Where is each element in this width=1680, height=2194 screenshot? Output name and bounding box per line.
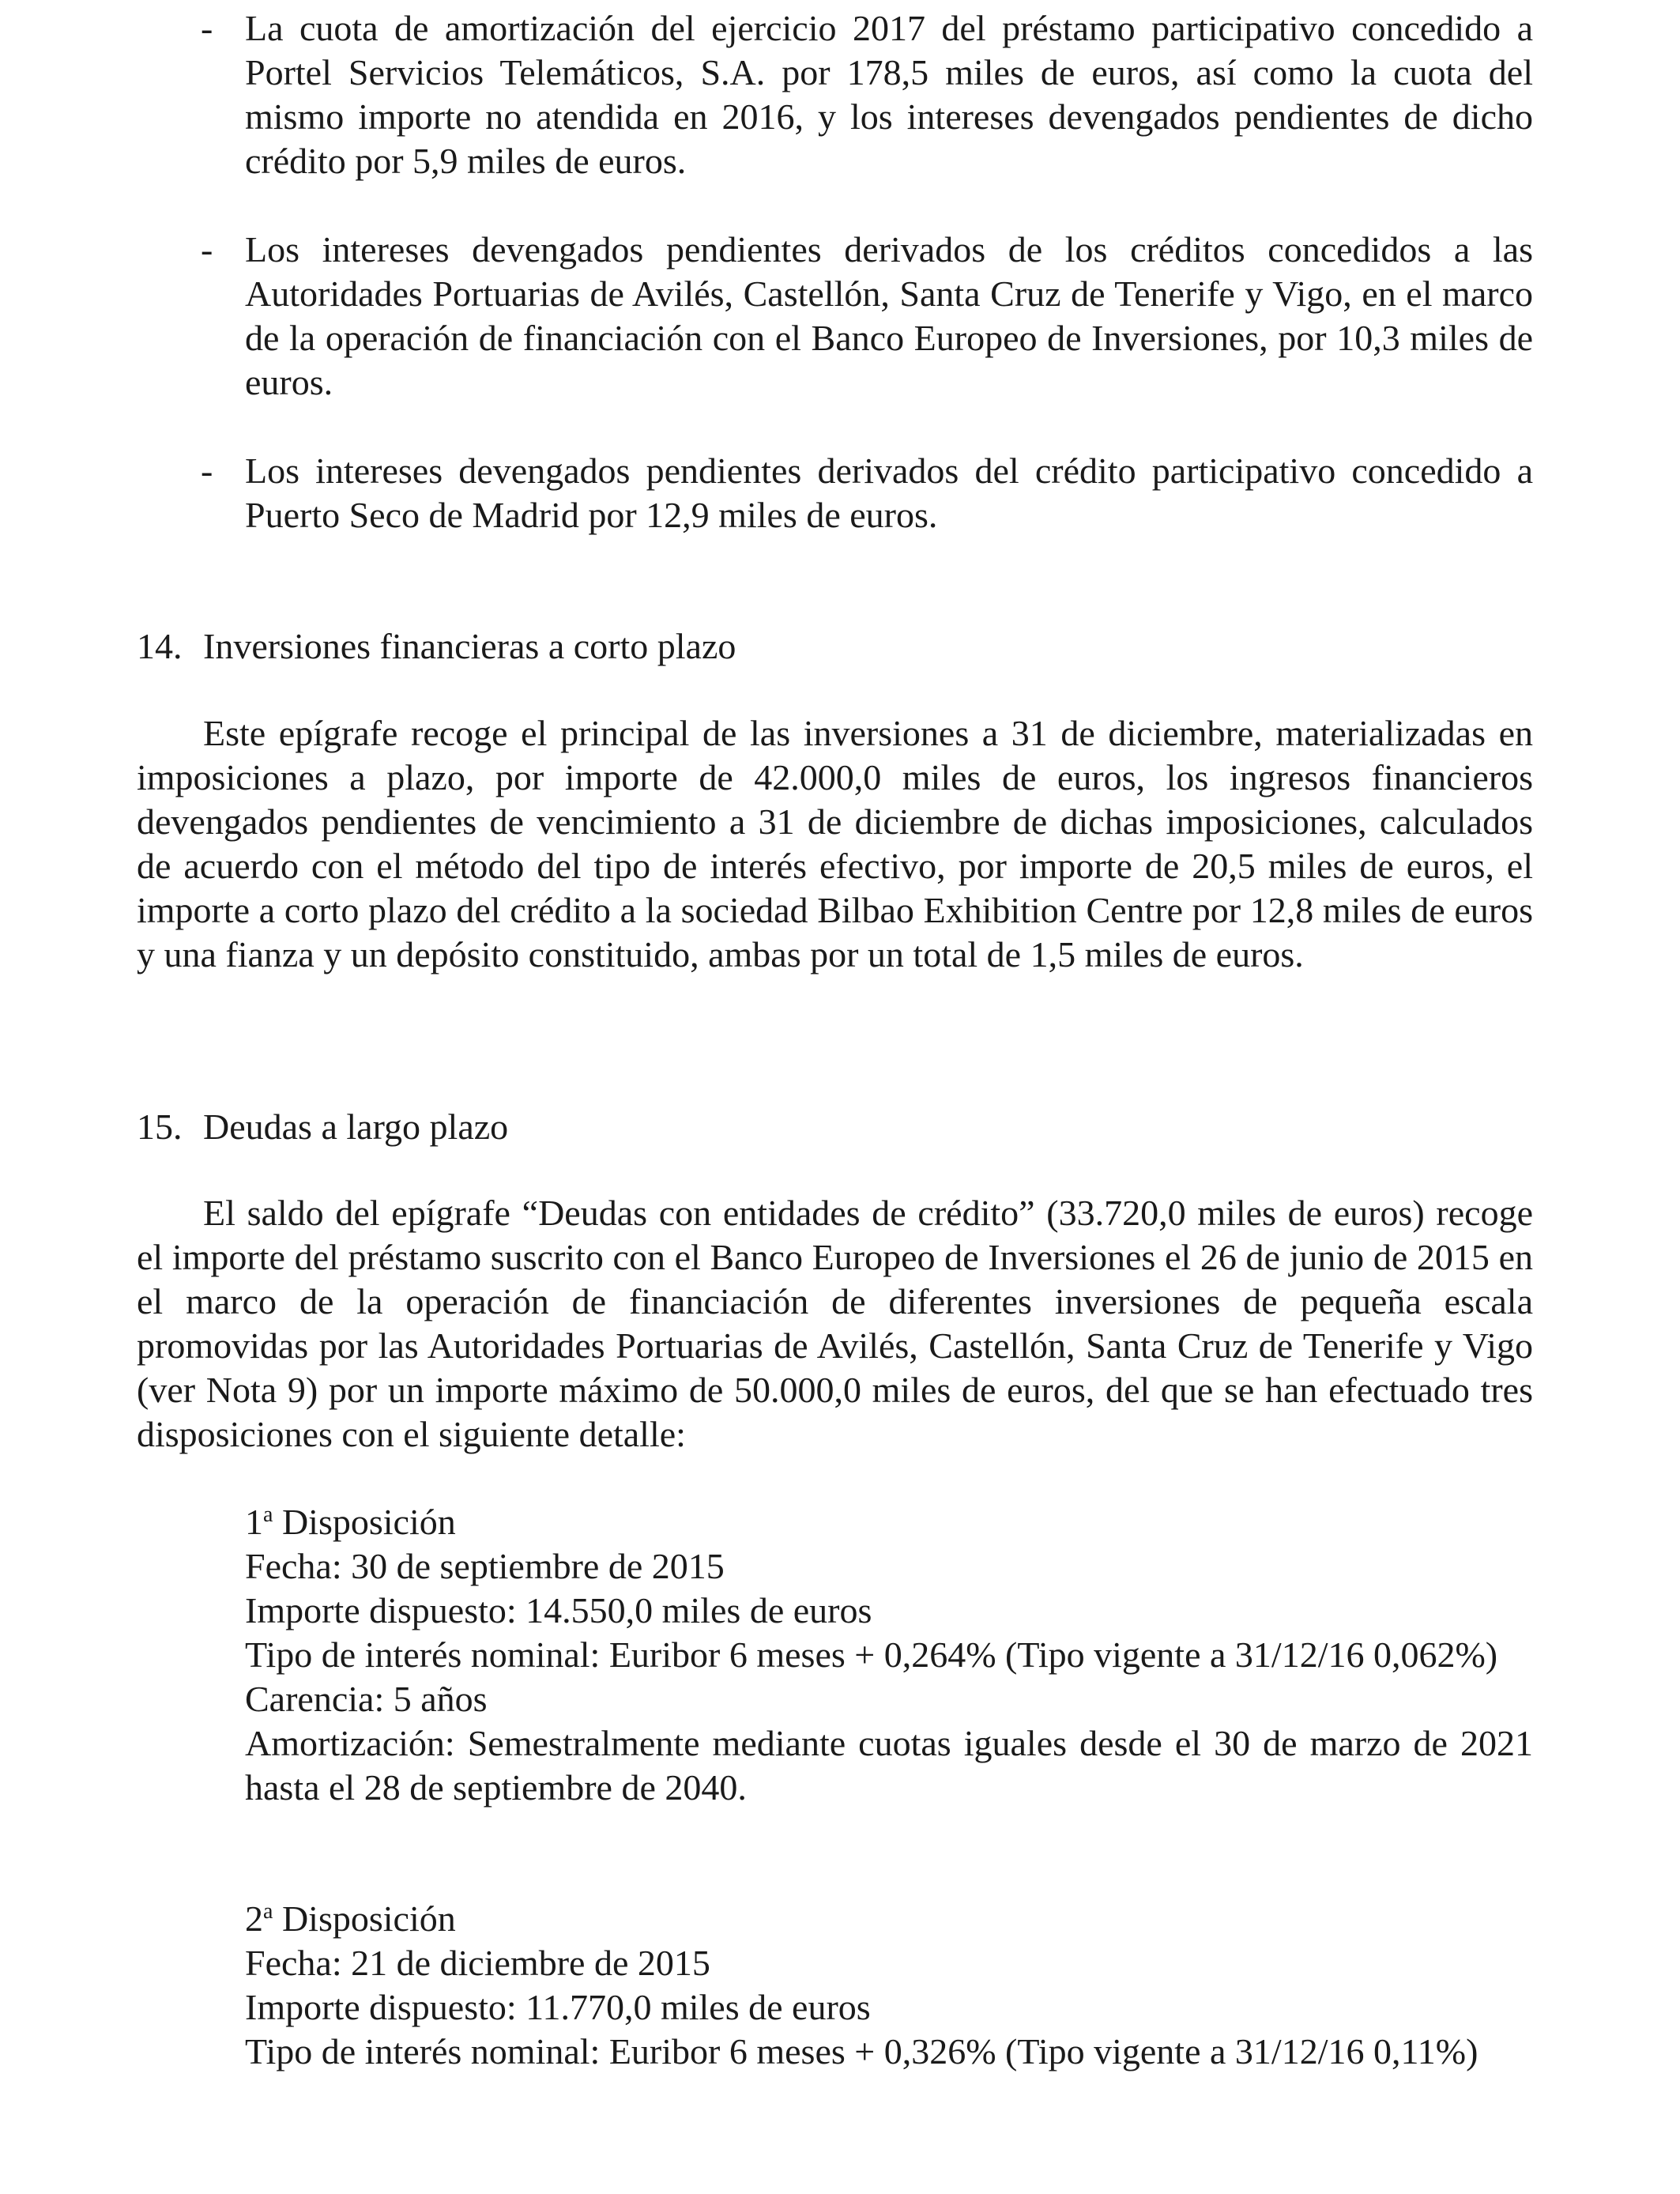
ordinal: 1 [245,1502,263,1542]
disposicion-amortizacion: Amortización: Semestralmente mediante cuotas iguales desde el 30 de marzo de 2021 hasta el 28 de septiembre de 2040. [245,1723,1533,1808]
bullet-dash: - [201,229,213,270]
disposicion-fecha: Fecha: 21 de diciembre de 2015 [245,1943,710,1983]
section-title: Inversiones financieras a corto plazo [203,626,736,666]
disposicion-importe: Importe dispuesto: 11.770,0 miles de euros [245,1987,871,2027]
disposicion-block [245,1897,1533,2074]
ordinal-superscript: a [263,1899,273,1924]
disposicion-tipo: Tipo de interés nominal: Euribor 6 meses + 0,326% (Tipo vigente a 31/12/16 0,11%) [245,2031,1478,2071]
disposicion-block [245,1500,1533,1810]
disposicion-label: Disposición [281,1502,456,1542]
disposicion-title [245,1500,1533,1544]
bullet-item [201,6,1533,183]
disposicion-carencia: Carencia: 5 años [245,1679,488,1719]
section-14-paragraph: Este epígrafe recoge el principal de las inversiones a 31 de diciembre, materializadas en imposiciones a plazo, por importe de 42.000,0 miles de euros, los ingresos financieros devengados pendientes de vencimiento a 31 de diciembre de dichas imposiciones, calculados de acuerdo con el método del tipo de interés efectivo, por importe de 20,5 miles de euros, el importe a corto plazo del crédito a la sociedad Bilbao Exhibition Centre por 12,8 miles de euros y una fianza y un depósito constituido, ambas por un total de 1,5 miles de euros. [137,713,1533,974]
bullet-text: Los intereses devengados pendientes derivados del crédito participativo concedido a Puerto Seco de Madrid por 12,9 miles de euros. [245,450,1533,535]
disposicion-label: Disposición [281,1898,456,1939]
disposicion-fecha: Fecha: 30 de septiembre de 2015 [245,1546,725,1586]
section-heading-14 [137,624,736,669]
section-number: 15. [137,1106,183,1147]
disposicion-tipo: Tipo de interés nominal: Euribor 6 meses + 0,264% (Tipo vigente a 31/12/16 0,062%) [245,1634,1498,1675]
bullet-item [201,449,1533,537]
section-heading-15 [137,1105,508,1149]
bullet-text: Los intereses devengados pendientes derivados de los créditos concedidos a las Autoridades Portuarias de Avilés, Castellón, Santa Cruz de Tenerife y Vigo, en el marco de la operación de financiación con el Banco Europeo de Inversiones, por 10,3 miles de euros. [245,229,1533,402]
disposicion-importe: Importe dispuesto: 14.550,0 miles de euros [245,1590,872,1630]
ordinal-superscript: a [263,1502,273,1527]
bullet-text: La cuota de amortización del ejercicio 2017 del préstamo participativo concedido a Portel Servicios Telemáticos, S.A. por 178,5 miles de euros, así como la cuota del mismo importe no atendida en 2016, y los intereses devengados pendientes de dicho crédito por 5,9 miles de euros. [245,8,1533,181]
section-number: 14. [137,626,183,666]
bullet-dash: - [201,450,213,491]
section-title: Deudas a largo plazo [203,1106,509,1147]
ordinal: 2 [245,1898,263,1939]
bullet-item [201,228,1533,405]
section-15-paragraph: El saldo del epígrafe “Deudas con entidades de crédito” (33.720,0 miles de euros) recoge el importe del préstamo suscrito con el Banco Europeo de Inversiones el 26 de junio de 2015 en el marco de la operación de financiación de diferentes inversiones de pequeña escala promovidas por las Autoridades Portuarias de Avilés, Castellón, Santa Cruz de Tenerife y Vigo (ver Nota 9) por un importe máximo de 50.000,0 miles de euros, del que se han efectuado tres disposiciones con el siguiente detalle: [137,1193,1533,1454]
bullet-dash: - [201,8,213,48]
disposicion-title [245,1897,1533,1941]
